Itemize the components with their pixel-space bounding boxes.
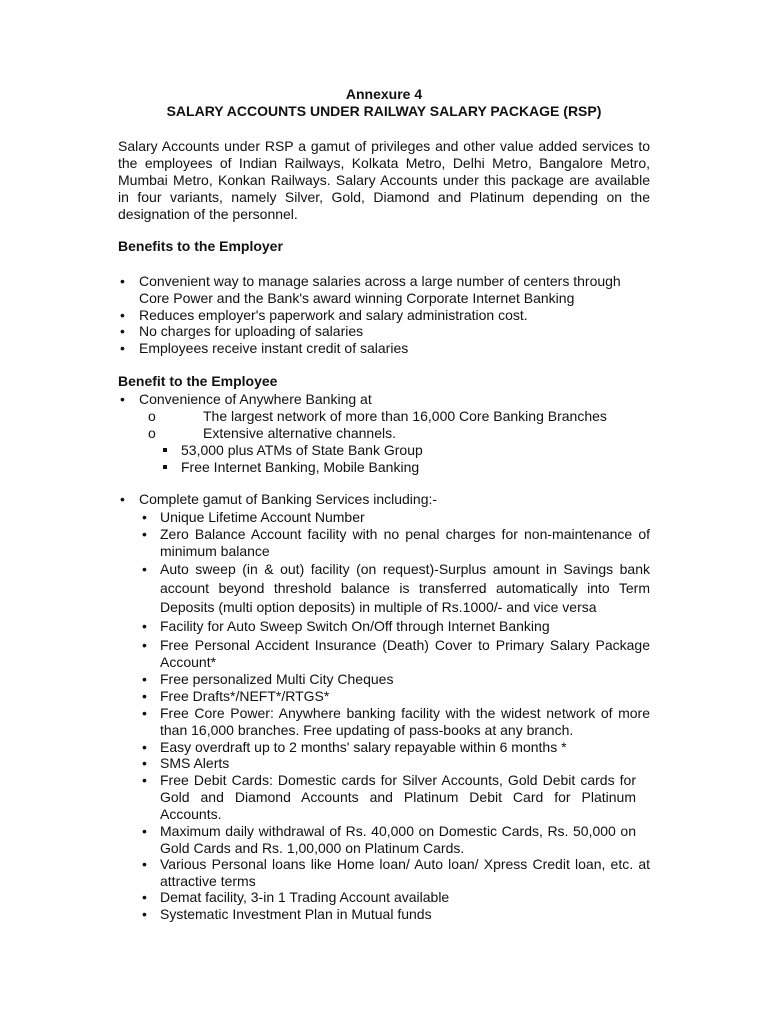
bullet-marker: • [120,273,125,289]
service-item-line: Free personalized Multi City Cheques [160,671,394,687]
service-item-line: Gold and Diamond Accounts and Platinum Debit Card for Platinum [160,789,636,805]
employee-heading: Benefit to the Employee [118,373,278,389]
bullet-marker: • [142,755,147,771]
square-bullet-marker [163,448,167,452]
bullet-marker: • [120,491,125,507]
intro-line: Salary Accounts under RSP a gamut of privileges and other value added services to [118,138,650,154]
bullet-marker: • [120,307,125,323]
sub-sub-item-line: Free Internet Banking, Mobile Banking [181,459,420,475]
service-item-line: than 16,000 branches. Free updating of pass-books at any branch. [160,722,574,738]
bullet-marker: • [142,906,147,922]
sub-item-line: Extensive alternative channels. [203,425,396,441]
employer-item-line: Employees receive instant credit of salaries [139,340,409,356]
bullet-marker: • [120,323,125,339]
employer-heading: Benefits to the Employer [118,238,283,254]
annexure-label: Annexure 4 [345,86,423,102]
bullet-marker: • [142,637,147,653]
gamut-line: Complete gamut of Banking Services including:- [139,491,438,507]
service-item-line: Facility for Auto Sweep Switch On/Off through Internet Banking [160,618,550,634]
service-item-line: Accounts. [160,806,222,822]
bullet-marker: • [120,340,125,356]
service-item-line: attractive terms [160,873,256,889]
document-title: SALARY ACCOUNTS UNDER RAILWAY SALARY PACKAGE (RSP) [166,103,602,119]
service-item-line: Free Debit Cards: Domestic cards for Silver Accounts, Gold Debit cards for [160,772,636,788]
bullet-marker: • [142,772,147,788]
bullet-marker: • [142,671,147,687]
service-item-line: Unique Lifetime Account Number [160,509,365,525]
bullet-marker: • [120,391,125,407]
service-item-line: Demat facility, 3-in 1 Trading Account available [160,889,450,905]
sub-sub-item-line: 53,000 plus ATMs of State Bank Group [181,442,423,458]
bullet-marker: • [142,688,147,704]
service-item-line: Free Drafts*/NEFT*/RTGS* [160,688,330,704]
employer-item-line: Core Power and the Bank's award winning Corporate Internet Banking [139,290,575,306]
bullet-marker: • [142,739,147,755]
employer-item-line: No charges for uploading of salaries [139,323,364,339]
service-item-line: Zero Balance Account facility with no penal charges for non-maintenance of [160,526,650,542]
bullet-marker: • [142,889,147,905]
intro-line: designation of the personnel. [118,206,298,222]
bullet-marker: • [142,509,147,525]
intro-line: the employees of Indian Railways, Kolkata Metro, Delhi Metro, Bangalore Metro, [118,155,650,171]
sub-marker: o [148,408,156,424]
service-item-line: Various Personal loans like Home loan/ Auto loan/ Xpress Credit loan, etc. at [160,856,650,872]
employer-item-line: Reduces employer's paperwork and salary administration cost. [139,307,528,323]
intro-line: in four variants, namely Silver, Gold, Diamond and Platinum depending on the [118,189,650,205]
service-item-line: Maximum daily withdrawal of Rs. 40,000 on Domestic Cards, Rs. 50,000 on [160,823,636,839]
bullet-marker: • [142,856,147,872]
bullet-marker: • [142,526,147,542]
service-item-line: Deposits (multi option deposits) in multiple of Rs.1000/- and vice versa [160,599,597,615]
sub-marker: o [148,425,156,441]
service-item-line: Gold Cards and Rs. 1,00,000 on Platinum Cards. [160,840,465,856]
square-bullet-marker [163,465,167,469]
intro-line: Mumbai Metro, Konkan Railways. Salary Accounts under this package are available [118,172,650,188]
service-item-line: Free Core Power: Anywhere banking facility with the widest network of more [160,705,650,721]
service-item-line: account beyond threshold balance is transferred automatically into Term [160,580,650,596]
service-item-line: minimum balance [160,543,270,559]
service-item-line: Account* [160,654,217,670]
bullet-marker: • [142,823,147,839]
bullet-marker: • [142,705,147,721]
service-item-line: SMS Alerts [160,755,230,771]
sub-item-line: The largest network of more than 16,000 Core Banking Branches [203,408,607,424]
service-item-line: Systematic Investment Plan in Mutual funds [160,906,432,922]
service-item-line: Auto sweep (in & out) facility (on request)-Surplus amount in Savings bank [160,561,650,577]
service-item-line: Free Personal Accident Insurance (Death) Cover to Primary Salary Package [160,637,650,653]
bullet-marker: • [142,618,147,634]
employer-item-line: Convenient way to manage salaries across a large number of centers through [139,273,621,289]
anywhere-banking-line: Convenience of Anywhere Banking at [139,391,372,407]
bullet-marker: • [142,561,147,577]
service-item-line: Easy overdraft up to 2 months' salary repayable within 6 months * [160,739,567,755]
